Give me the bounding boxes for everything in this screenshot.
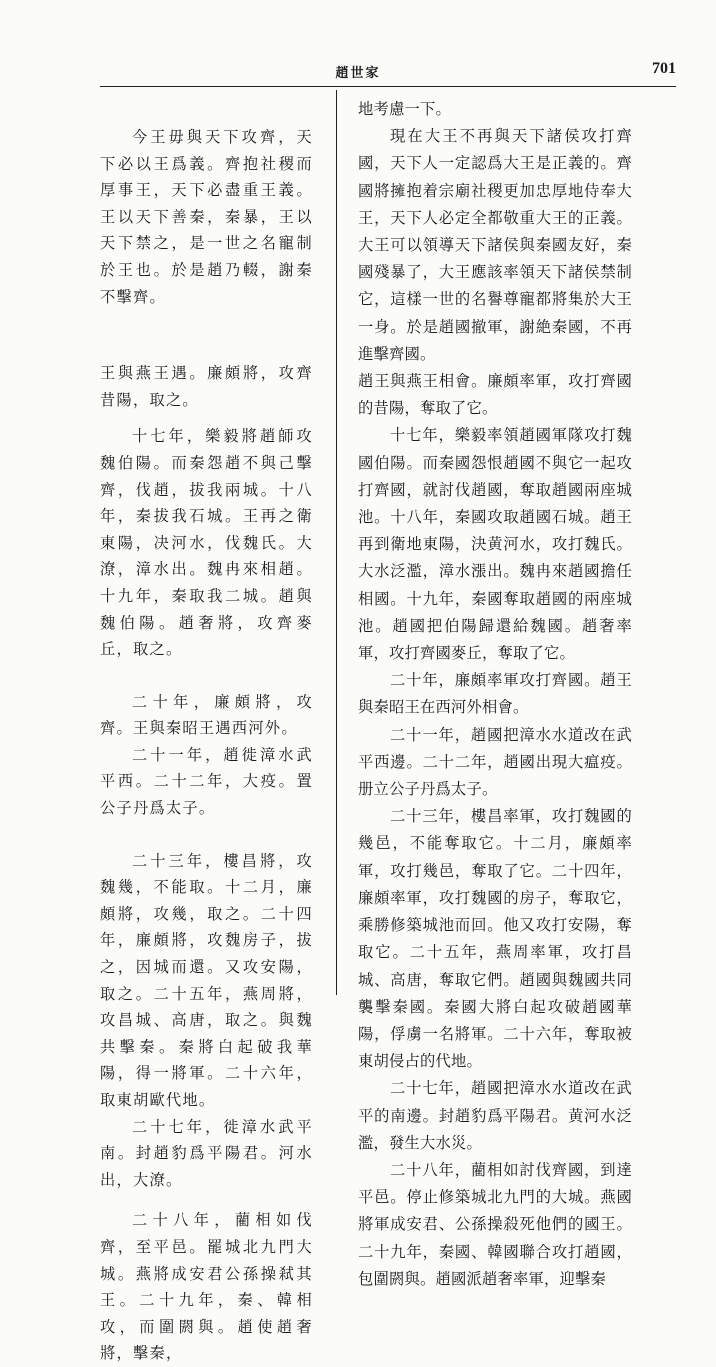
classical-text-column bbox=[100, 96, 313, 1367]
translation-paragraph: 二十年，廉頗率軍攻打齊國。趙王與秦昭王在西河外相會。 bbox=[358, 671, 632, 717]
classical-paragraph: 十七年，樂毅將趙師攻魏伯陽。而秦怨趙不與己擊齊，伐趙，拔我兩城。十八年，秦拔我石城。王再之衛東陽，决河水，伐魏氏。大潦，漳水出。魏冉來相趙。十九年，秦取我二城。趙與魏伯陽。趙奢將，攻齊麥丘，取之。 bbox=[100, 427, 313, 659]
translation-paragraph: 二十八年，藺相如討伐齊國，到達平邑。停止修築城北九門的大城。燕國將軍成安君、公孫操殺死他們的國王。二十九年，秦國、韓國聯合攻打趙國，包圍閼與。趙國派趙奢率軍，迎擊秦 bbox=[358, 1160, 632, 1288]
running-title: 趙世家 bbox=[335, 66, 381, 81]
translation-paragraph: 十七年，樂毅率領趙國軍隊攻打魏國伯陽。而秦國怨恨趙國不與它一起攻打齊國，就討伐趙國，奪取趙國兩座城池。十八年，秦國攻取趙國石城。趙王再到衛地東陽，決黄河水，攻打魏氏。大水泛濫，漳水漲出。魏冉來趙國擔任相國。十九年，秦國奪取趙國的兩座城池。趙國把伯陽歸還給魏國。趙奢率軍，攻打齊國麥丘，奪取了它。 bbox=[358, 426, 632, 663]
classical-paragraph: 二十一年，趙徙漳水武平西。二十二年，大疫。置公子丹爲太子。 bbox=[100, 745, 313, 818]
page-number: 701 bbox=[652, 60, 676, 77]
translation-paragraph: 現在大王不再與天下諸侯攻打齊國，天下人一定認爲大王是正義的。齊國將擁抱着宗廟社稷更加忠厚地侍奉大王，天下人必定全都敬重大王的正義。大王可以領導天下諸侯與秦國友好，秦國殘暴了，大王應該率領天下諸侯禁制它，這樣一世的名譽尊寵都將集於大王一身。於是趙國撤軍，謝絶秦國，不再進擊齊國。 bbox=[358, 127, 632, 363]
page-header bbox=[0, 0, 716, 92]
classical-paragraph: 二十三年，樓昌將，攻魏幾，不能取。十二月，廉頗將，攻幾，取之。二十四年，廉頗將，攻魏房子，拔之，因城而還。又攻安陽，取之。二十五年，燕周將，攻昌城、高唐，取之。與魏共擊秦。秦將白起破我華陽，得一將軍。二十六年，取東胡歐代地。 bbox=[100, 851, 313, 1109]
classical-paragraph: 二十七年，徙漳水武平南。封趙豹爲平陽君。河水出，大潦。 bbox=[100, 1117, 313, 1189]
translation-paragraph: 二十七年，趙國把漳水水道改在武平的南邊。封趙豹爲平陽君。黄河水泛濫，發生大水災。 bbox=[358, 1079, 632, 1152]
column-divider bbox=[336, 90, 337, 995]
classical-paragraph: 今王毋與天下攻齊，天下必以王爲義。齊抱社稷而厚事王，天下必盡重王義。王以天下善秦，秦暴，王以天下禁之，是一世之名寵制於王也。於是趙乃輟，謝秦不擊齊。 bbox=[100, 128, 313, 306]
translation-paragraph: 趙王與燕王相會。廉頗率軍，攻打齊國的昔陽，奪取了它。 bbox=[358, 372, 632, 418]
classical-paragraph: 二十年，廉頗將，攻齊。王與秦昭王遇西河外。 bbox=[100, 692, 313, 738]
translation-paragraph: 地考慮一下。 bbox=[358, 100, 451, 118]
translation-paragraph: 二十一年，趙國把漳水水道改在武平西邊。二十二年，趙國出現大瘟疫。册立公子丹爲太子。 bbox=[358, 725, 632, 799]
translation-paragraph: 二十三年，樓昌率軍，攻打魏國的幾邑，不能奪取它。十二月，廉頗率軍，攻打幾邑，奪取了它。二十四年，廉頗率軍，攻打魏國的房子，奪取它，乘勝修築城池而回。他又攻打安陽，奪取它。二十五年，燕周率軍，攻打昌城、高唐，奪取它們。趙國與魏國共同襲擊秦國。秦國大將白起攻破趙國華陽，俘虜一名將軍。二十六年，奪取被東胡侵占的代地。 bbox=[358, 807, 632, 1071]
translation-column bbox=[358, 96, 632, 1293]
classical-paragraph: 王與燕王遇。廉頗將，攻齊昔陽，取之。 bbox=[100, 364, 313, 409]
header-rule bbox=[100, 86, 676, 87]
classical-paragraph: 二十八年，藺相如伐齊，至平邑。罷城北九門大城。燕將成安君公孫操弒其王。二十九年，秦、韓相攻，而圍閼與。趙使趙奢將，擊秦， bbox=[100, 1211, 313, 1363]
